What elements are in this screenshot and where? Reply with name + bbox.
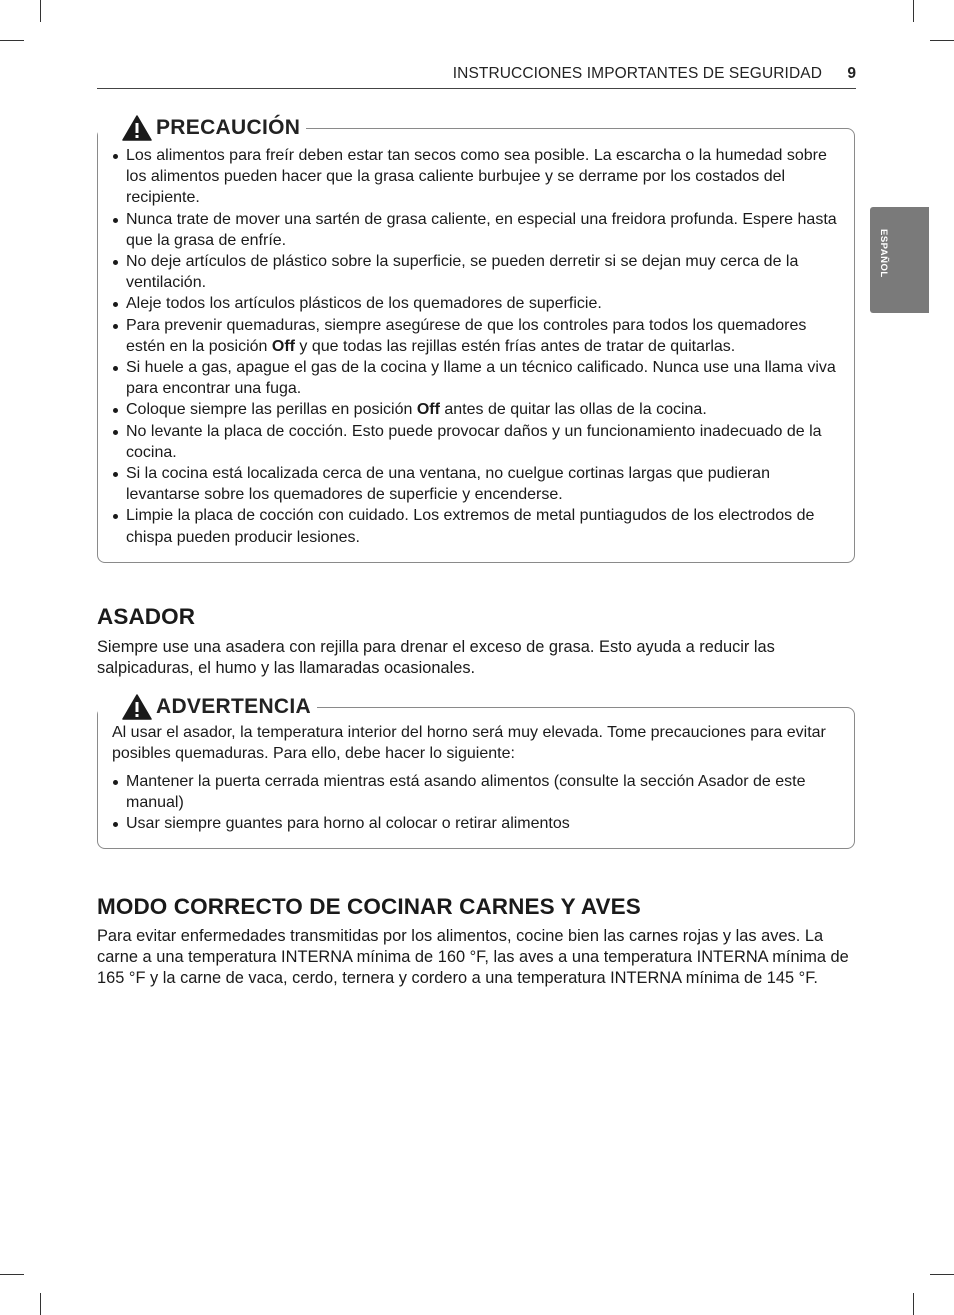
list-item: Los alimentos para freír deben estar tan secos como sea posible. La escarcha o la humedad sobre los alimentos pueden hacer que la grasa caliente burbujee y se derrame por los costados del recipiente. [112, 145, 842, 209]
warning-list [112, 771, 842, 835]
meat-title: MODO CORRECTO DE COCINAR CARNES Y AVES [97, 894, 641, 919]
warning-triangle-icon [122, 694, 152, 720]
crop-mark [0, 40, 24, 41]
caution-label: PRECAUCIÓN [156, 116, 301, 139]
language-tab [870, 207, 929, 313]
list-item: Nunca trate de mover una sartén de grasa caliente, en especial una freidora profunda. Espere hasta que la grasa de enfríe. [112, 209, 842, 251]
list-item: Aleje todos los artículos plásticos de los quemadores de superficie. [112, 293, 842, 314]
list-item: Si la cocina está localizada cerca de una ventana, no cuelgue cortinas largas que pudieran levantarse sobre los quemadores de superficie y encenderse. [112, 463, 842, 505]
warning-intro: Al usar el asador, la temperatura interior del horno será muy elevada. Tome precauciones para evitar posibles quemaduras. Para ello, debe hacer lo siguiente: [112, 724, 826, 763]
crop-mark [40, 1293, 41, 1315]
warning-label: ADVERTENCIA [156, 695, 311, 718]
crop-mark [930, 1274, 954, 1275]
caution-header [98, 115, 306, 141]
warning-box [97, 695, 855, 849]
caution-list [112, 145, 842, 548]
broiler-title: ASADOR [97, 604, 196, 629]
warning-triangle-icon [122, 115, 152, 141]
crop-mark [0, 1274, 24, 1275]
meat-body: Para evitar enfermedades transmitidas por los alimentos, cocine bien las carnes rojas y las aves. La carne a una temperatura INTERNA mínima de 160 °F, las aves a una temperatura INTERNA mínima de 165 °F y la carne de vaca, cerdo, ternera y cordero a una temperatura INTERNA mínima de 145 °F. [97, 927, 849, 988]
crop-mark [913, 0, 914, 22]
list-item: Limpie la placa de cocción con cuidado. Los extremos de metal puntiagudos de los electrodos de chispa pueden producir lesiones. [112, 505, 842, 547]
caution-box [97, 116, 855, 563]
broiler-body: Siempre use una asadera con rejilla para drenar el exceso de grasa. Esto ayuda a reducir las salpicaduras, el humo y las llamaradas ocasionales. [97, 638, 775, 678]
page-number: 9 [847, 65, 856, 82]
page-header [97, 62, 856, 89]
list-item: Usar siempre guantes para horno al colocar o retirar alimentos [112, 813, 842, 834]
list-item: Para prevenir quemaduras, siempre asegúrese de que los controles para todos los quemadores estén en la posición Off y que todas las rejillas estén frías antes de tratar de quitarlas. [112, 315, 842, 357]
crop-mark [40, 0, 41, 22]
list-item: No deje artículos de plástico sobre la superficie, se pueden derretir si se dejan muy cerca de la ventilación. [112, 251, 842, 293]
warning-header [98, 694, 317, 720]
list-item: Si huele a gas, apague el gas de la cocina y llame a un técnico calificado. Nunca use una llama viva para encontrar una fuga. [112, 357, 842, 399]
crop-mark [913, 1293, 914, 1315]
list-item: Coloque siempre las perillas en posición Off antes de quitar las ollas de la cocina. [112, 399, 842, 420]
language-tab-label: ESPAÑOL [878, 229, 889, 278]
crop-mark [930, 40, 954, 41]
header-title: INSTRUCCIONES IMPORTANTES DE SEGURIDAD [452, 65, 822, 82]
list-item: Mantener la puerta cerrada mientras está asando alimentos (consulte la sección Asador de este manual) [112, 771, 842, 813]
list-item: No levante la placa de cocción. Esto puede provocar daños y un funcionamiento inadecuado de la cocina. [112, 421, 842, 463]
